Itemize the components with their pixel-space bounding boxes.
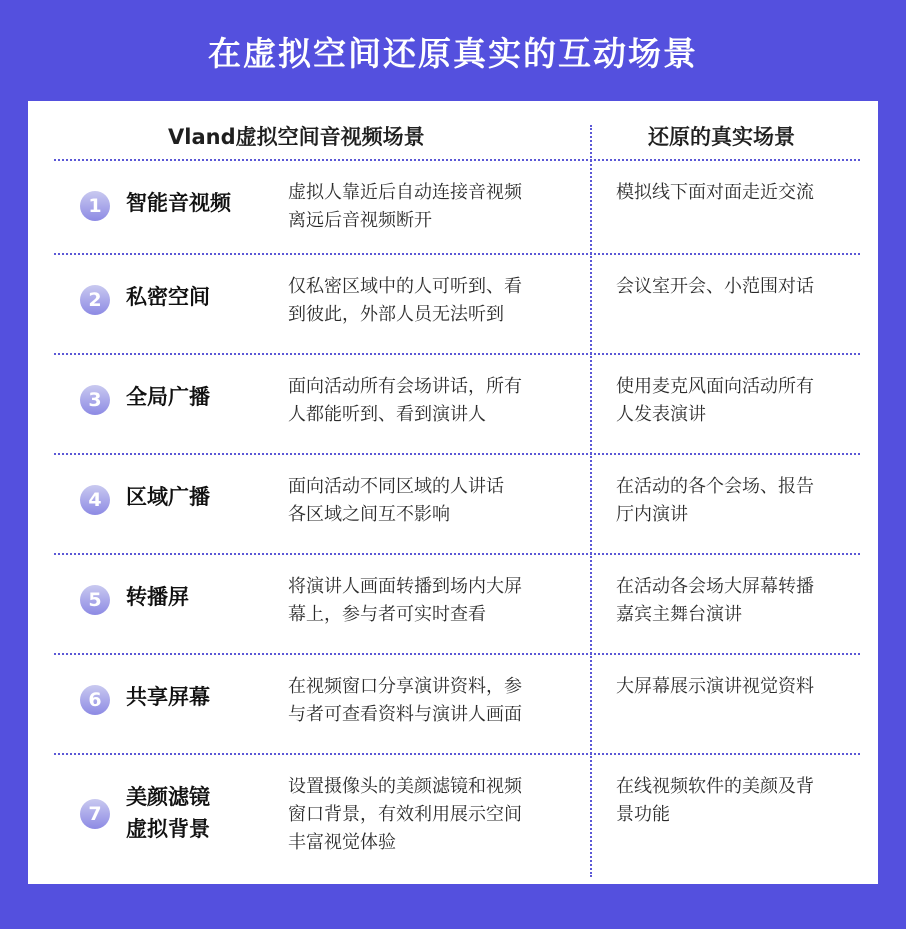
feature-description: 虚拟人靠近后自动连接音视频 离远后音视频断开 bbox=[288, 182, 522, 231]
number-badge: 2 bbox=[80, 285, 110, 315]
feature-name: 全局广播 bbox=[126, 385, 210, 409]
real-scene: 使用麦克风面向活动所有 人发表演讲 bbox=[616, 376, 814, 425]
number-badge: 1 bbox=[80, 191, 110, 221]
table-row bbox=[28, 455, 878, 553]
feature-name: 共享屏幕 bbox=[126, 685, 210, 709]
feature-name: 美颜滤镜 虚拟背景 bbox=[126, 785, 210, 841]
real-scene: 在活动的各个会场、报告 厅内演讲 bbox=[616, 476, 814, 525]
feature-description: 将演讲人画面转播到场内大屏 幕上，参与者可实时查看 bbox=[288, 576, 522, 625]
table-row bbox=[28, 755, 878, 877]
real-scene: 在活动各会场大屏幕转播 嘉宾主舞台演讲 bbox=[616, 576, 814, 625]
table-row bbox=[28, 555, 878, 653]
table-row bbox=[28, 355, 878, 453]
real-scene: 模拟线下面对面走近交流 bbox=[616, 182, 814, 203]
real-scene: 大屏幕展示演讲视觉资料 bbox=[616, 676, 814, 697]
feature-description: 面向活动不同区域的人讲话 各区域之间互不影响 bbox=[288, 476, 504, 525]
feature-description: 面向活动所有会场讲话，所有 人都能听到、看到演讲人 bbox=[288, 376, 522, 425]
header-real-scenes: 还原的真实场景 bbox=[648, 125, 795, 149]
table-row bbox=[28, 161, 878, 253]
feature-name: 智能音视频 bbox=[126, 191, 231, 215]
feature-name: 转播屏 bbox=[126, 585, 189, 609]
feature-description: 在视频窗口分享演讲资料，参 与者可查看资料与演讲人画面 bbox=[288, 676, 522, 725]
feature-name: 区域广播 bbox=[126, 485, 210, 509]
real-scene: 在线视频软件的美颜及背 景功能 bbox=[616, 776, 814, 825]
table-row bbox=[28, 255, 878, 353]
number-badge: 5 bbox=[80, 585, 110, 615]
table-row bbox=[28, 655, 878, 753]
feature-name: 私密空间 bbox=[126, 285, 210, 309]
number-badge: 7 bbox=[80, 799, 110, 829]
page-title: 在虚拟空间还原真实的互动场景 bbox=[208, 34, 698, 73]
number-badge: 4 bbox=[80, 485, 110, 515]
feature-description: 仅私密区域中的人可听到、看 到彼此，外部人员无法听到 bbox=[288, 276, 522, 325]
number-badge: 3 bbox=[80, 385, 110, 415]
real-scene: 会议室开会、小范围对话 bbox=[616, 276, 814, 297]
header-vland-scenes: Vland虚拟空间音视频场景 bbox=[168, 125, 425, 149]
comparison-table bbox=[28, 101, 878, 884]
feature-description: 设置摄像头的美颜滤镜和视频 窗口背景，有效利用展示空间 丰富视觉体验 bbox=[288, 776, 522, 853]
number-badge: 6 bbox=[80, 685, 110, 715]
